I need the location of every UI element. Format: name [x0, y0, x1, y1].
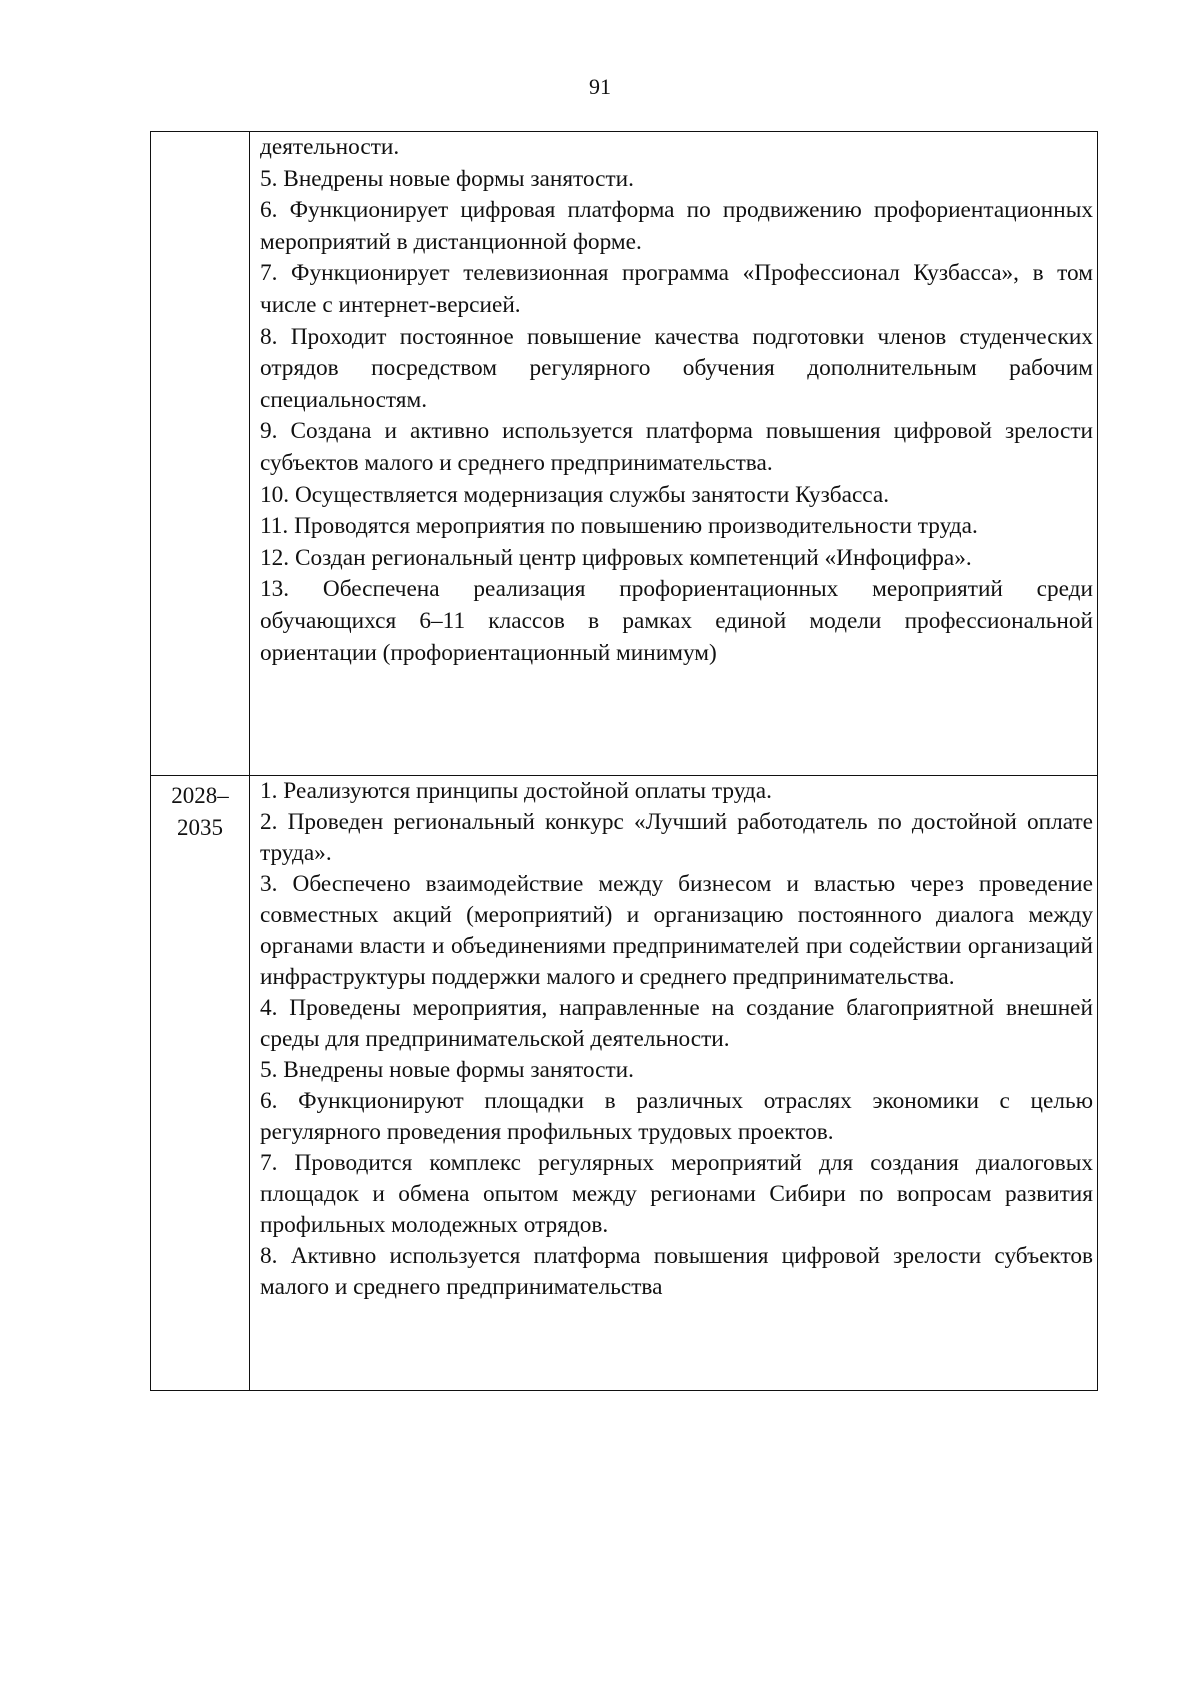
list-item: 10. Осуществляется модернизация службы занятости Кузбасса.	[260, 481, 890, 508]
list-item: 5. Внедрены новые формы занятости.	[260, 1057, 634, 1083]
table-row	[151, 776, 1098, 1391]
page-number: 91	[589, 74, 611, 99]
measures-table	[150, 131, 1098, 1391]
list-item: 4. Проведены мероприятия, направленные на создание благоприятной внешней среды для предпринимательской деятельности.	[260, 995, 1093, 1052]
items-cell	[250, 776, 1098, 1391]
table-row	[151, 132, 1098, 776]
list-item: 8. Активно используется платформа повышения цифровой зрелости субъектов малого и среднего предпринимательства	[260, 1243, 1093, 1300]
list-item: 6. Функционирует цифровая платформа по продвижению профориентационных мероприятий в дистанционной форме.	[260, 197, 1093, 255]
period-end: 2035	[177, 815, 223, 840]
period-cell	[151, 132, 250, 776]
list-item: 2. Проведен региональный конкурс «Лучший работодатель по достойной оплате труда».	[260, 809, 1093, 866]
list-item: 3. Обеспечено взаимодействие между бизнесом и властью через проведение совместных акций (мероприятий) и организацию постоянного диалога между органами власти и объединениями предпринимателей при содействии организаций инфраструктуры поддержки малого и среднего предпринимательства.	[260, 871, 1093, 990]
period-start: 2028–	[171, 783, 229, 808]
list-item: 7. Функционирует телевизионная программа «Профессионал Кузбасса», в том числе с интернет-версией.	[260, 260, 1093, 318]
list-item: 13. Обеспечена реализация профориентационных мероприятий среди обучающихся 6–11 классов в рамках единой модели профессиональной ориентации (профориентационный минимум)	[260, 576, 1093, 666]
list-item: 1. Реализуются принципы достойной оплаты труда.	[260, 778, 772, 804]
list-item: 12. Создан региональный центр цифровых компетенций «Инфоцифра».	[260, 544, 972, 571]
list-item: 7. Проводится комплекс регулярных мероприятий для создания диалоговых площадок и обмена опытом между регионами Сибири по вопросам развития профильных молодежных отрядов.	[260, 1150, 1093, 1238]
list-item: 11. Проводятся мероприятия по повышению производительности труда.	[260, 513, 978, 540]
period-cell	[151, 776, 250, 1391]
items-cell	[250, 132, 1098, 776]
list-item: деятельности.	[260, 134, 400, 160]
list-item: 9. Создана и активно используется платформа повышения цифровой зрелости субъектов малого и среднего предпринимательства.	[260, 418, 1093, 476]
list-item: 6. Функционируют площадки в различных отраслях экономики с целью регулярного проведения профильных трудовых проектов.	[260, 1088, 1093, 1145]
list-item: 5. Внедрены новые формы занятости.	[260, 165, 634, 192]
list-item: 8. Проходит постоянное повышение качества подготовки членов студенческих отрядов посредством регулярного обучения дополнительным рабочим специальностям.	[260, 323, 1093, 413]
